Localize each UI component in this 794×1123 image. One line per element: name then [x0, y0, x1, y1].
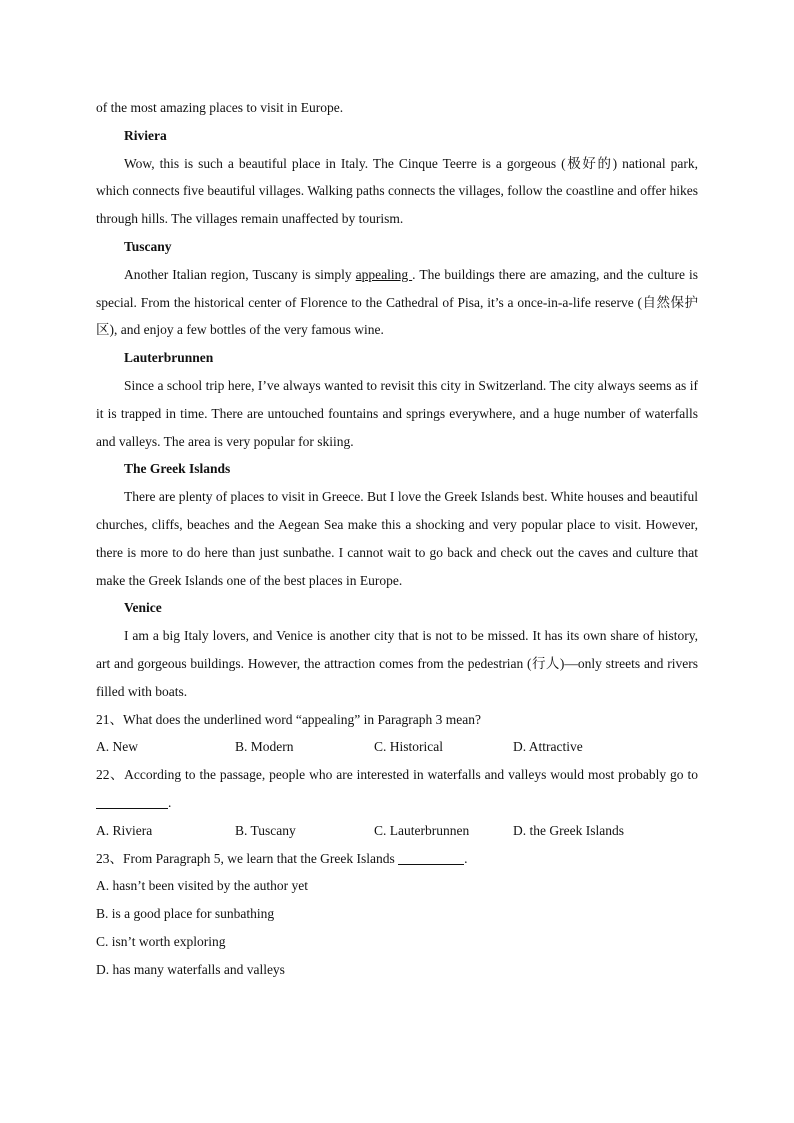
section-text-greek-islands: There are plenty of places to visit in Greece. But I love the Greek Islands best. White houses and beautiful churches, cliffs, beaches and the Aegean Sea make this a shocking and very popular place to visit. However, there is more to do here than just sunbathe. I cannot wait to go back and check out the caves and culture that make the Greek Islands one of the best places in Europe. [96, 489, 698, 588]
intro-tail: of the most amazing places to visit in Europe. [96, 100, 344, 115]
question-22-options [96, 817, 698, 845]
question-21-option-d: D. Attractive [513, 739, 583, 755]
section-heading-greek-islands: The Greek Islands [124, 461, 231, 477]
question-21-option-c: C. Historical [374, 739, 443, 755]
section-text-tuscany [96, 261, 698, 344]
answer-blank [96, 794, 168, 809]
question-23-option-d: D. has many waterfalls and valleys [96, 961, 285, 977]
tuscany-text-after: . The buildings there are amazing, and the culture is special. From the historical center of Florence to the Cathedral of Pisa, it’s a once-in-a-life reserve (自然保护区), and enjoy a few bottles of the very famous wine. [96, 266, 698, 338]
section-heading-lauterbrunnen: Lauterbrunnen [124, 350, 214, 366]
section-heading-venice: Venice [124, 600, 162, 616]
underlined-word-appealing: appealing [355, 266, 413, 282]
question-22-stem-text: 22、According to the passage, people who are interested in waterfalls and valleys would most probably go to [96, 767, 698, 783]
question-23-stem [96, 845, 698, 873]
question-21-stem: 21、What does the underlined word “appealing” in Paragraph 3 mean? [96, 711, 481, 727]
question-22-option-d: D. the Greek Islands [513, 822, 624, 838]
question-21-options [96, 733, 698, 761]
section-heading-tuscany: Tuscany [124, 238, 172, 254]
question-23-option-a: A. hasn’t been visited by the author yet [96, 878, 308, 894]
answer-blank [398, 850, 464, 865]
section-heading-riviera: Riviera [124, 127, 167, 143]
question-23-option-b: B. is a good place for sunbathing [96, 906, 275, 922]
question-23-stem-text: 23、From Paragraph 5, we learn that the Greek Islands [96, 850, 399, 866]
tuscany-text-before: Another Italian region, Tuscany is simply [124, 266, 356, 282]
question-23-option-c: C. isn’t worth exploring [96, 933, 226, 949]
section-text-riviera: Wow, this is such a beautiful place in Italy. The Cinque Teerre is a gorgeous (极好的) national park, which connects five beautiful villages. Walking paths connects the villages, follow the coastline and offer hikes through hills. The villages remain unaffected by tourism. [96, 155, 698, 227]
question-21-option-a: A. New [96, 739, 138, 755]
question-22-stem [96, 761, 698, 817]
question-22-option-a: A. Riviera [96, 822, 153, 838]
document-page [96, 94, 698, 984]
section-text-lauterbrunnen: Since a school trip here, I’ve always wanted to revisit this city in Switzerland. The city always seems as if it is trapped in time. There are untouched fountains and springs everywhere, and a huge number of waterfalls and valleys. The area is very popular for skiing. [96, 377, 698, 449]
question-23-stem-end: . [464, 850, 468, 866]
question-22-stem-end: . [168, 794, 172, 810]
question-21-option-b: B. Modern [235, 739, 294, 755]
question-22-option-b: B. Tuscany [235, 822, 296, 838]
question-22-option-c: C. Lauterbrunnen [374, 822, 470, 838]
section-text-venice: I am a big Italy lovers, and Venice is another city that is not to be missed. It has its own share of history, art and gorgeous buildings. However, the attraction comes from the pedestrian (行人)—only streets and rivers filled with boats. [96, 628, 698, 699]
